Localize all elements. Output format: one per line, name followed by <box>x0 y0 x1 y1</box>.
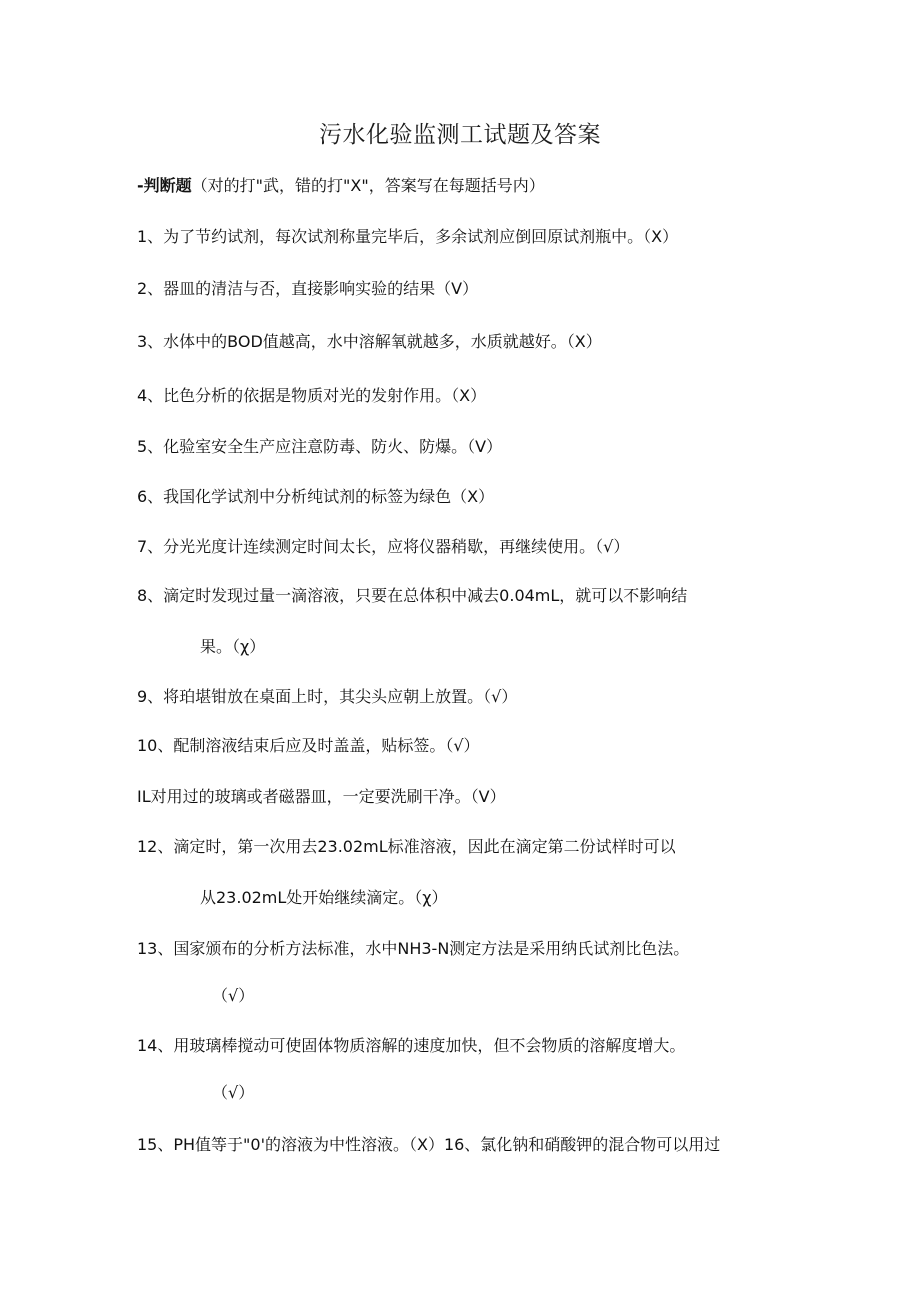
question-1: 1、为了节约试剂，每次试剂称量完毕后，多余试剂应倒回原试剂瓶中。（X） <box>137 227 679 246</box>
question-12-continued: 从23.02mL处开始继续滴定。（χ） <box>200 888 448 907</box>
question-3: 3、水体中的BOD值越高，水中溶解氧就越多，水质就越好。（X） <box>137 332 602 351</box>
question-6: 6、我国化学试剂中分析纯试剂的标签为绿色（X） <box>137 487 495 506</box>
question-7: 7、分光光度计连续测定时间太长，应将仪器稍歇，再继续使用。（√） <box>137 537 630 556</box>
question-2: 2、器皿的清洁与否，直接影响实验的结果（V） <box>137 279 479 298</box>
question-12: 12、滴定时，第一次用去23.02mL标准溶液，因此在滴定第二份试样时可以 <box>137 837 676 856</box>
question-5: 5、化验室安全生产应注意防毒、防火、防爆。（V） <box>137 437 503 456</box>
question-8-continued: 果。（χ） <box>200 637 266 656</box>
question-4: 4、比色分析的依据是物质对光的发射作用。（X） <box>137 386 487 405</box>
question-10: 10、配制溶液结束后应及时盖盖，贴标签。（√） <box>137 736 480 755</box>
question-8: 8、滴定时发现过量一滴溶液，只要在总体积中减去0.04mL，就可以不影响结 <box>137 586 688 605</box>
section-label: -判断题 <box>137 176 192 195</box>
question-15-16: 15、PH值等于"0'的溶液为中性溶液。（X）16、氯化钠和硝酸钾的混合物可以用过 <box>137 1135 721 1154</box>
question-13-answer: （√） <box>212 986 255 1005</box>
question-11: IL对用过的玻璃或者磁器皿，一定要洗刷干净。（V） <box>137 787 506 806</box>
question-9: 9、将珀堪钳放在桌面上时，其尖头应朝上放置。（√） <box>137 687 518 706</box>
section-header <box>137 176 545 196</box>
question-14-answer: （√） <box>212 1083 255 1102</box>
section-instruction: （对的打"武，错的打"X"，答案写在每题括号内） <box>191 176 545 195</box>
page-title: 污水化验监测工试题及答案 <box>319 122 601 148</box>
question-14: 14、用玻璃棒搅动可使固体物质溶解的速度加快，但不会物质的溶解度增大。 <box>137 1036 686 1055</box>
question-13: 13、国家颁布的分析方法标准，水中NH3-N测定方法是采用纳氏试剂比色法。 <box>137 939 690 958</box>
